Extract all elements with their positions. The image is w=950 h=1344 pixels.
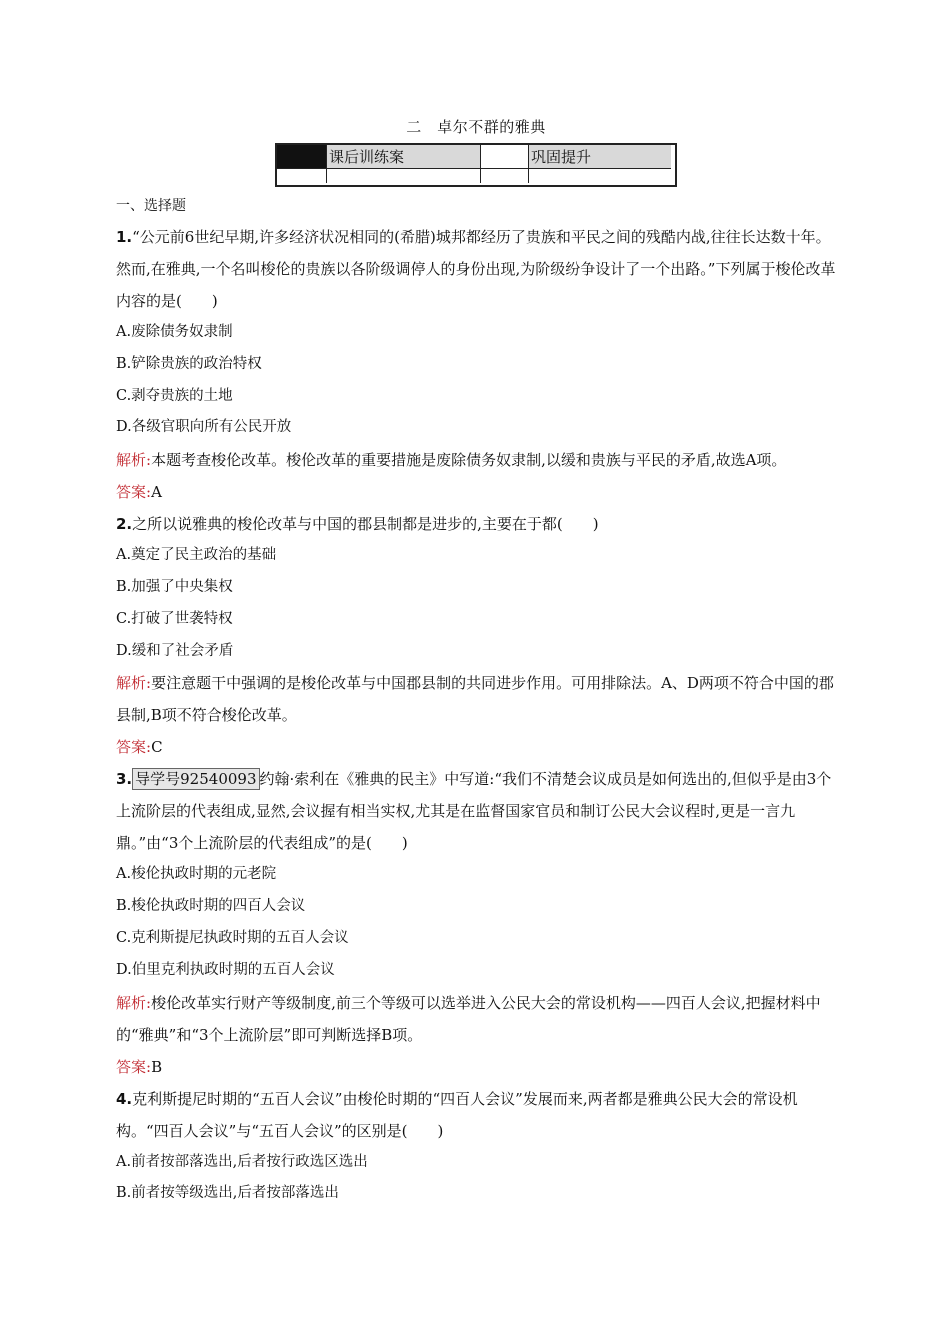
analysis-label: 解析: [116, 993, 152, 1012]
option: A.奠定了民主政治的基础 [116, 547, 277, 564]
option: D.伯里克利执政时期的五百人会议 [116, 961, 335, 978]
answer: 答案:A [116, 483, 162, 502]
answer-label: 答案: [116, 738, 152, 757]
question-number: 4. [116, 1089, 133, 1108]
banner-blank-cell [481, 145, 529, 169]
question-stem: 4.克利斯提尼时期的“五百人会议”由梭伦时期的“四百人会议”发展而来,两者都是雅典公民大会的常设机构。“四百人会议”与“五百人会议”的区别是( ) [116, 1089, 798, 1140]
question-number: 2. [116, 515, 133, 534]
section-heading: 一、选择题 [116, 198, 186, 214]
option: B.铲除贵族的政治特权 [116, 355, 262, 372]
banner-right-label: 巩固提升 [529, 145, 671, 169]
option: C.打破了世袭特权 [116, 610, 233, 627]
question-number: 3. [116, 770, 133, 789]
banner-dark-cell [277, 145, 327, 169]
answer: 答案:B [116, 1057, 163, 1076]
option: D.各级官职向所有公民开放 [116, 419, 292, 436]
analysis: 解析:本题考查梭伦改革。梭伦改革的重要措施是废除债务奴隶制,以缓和贵族与平民的矛盾,故选A项。 [116, 451, 787, 470]
answer-label: 答案: [116, 1057, 152, 1076]
question-1 [116, 221, 836, 508]
option: B.加强了中央集权 [116, 578, 233, 595]
question-stem: 1.“公元前6世纪早期,许多经济状况相同的(希腊)城邦都经历了贵族和平民之间的残酷内战,往往长达数十年。然而,在雅典,一个名叫梭伦的贵族以各阶级调停人的身份出现,为阶级纷争设计了一个出路。”下列属于梭伦改革内容的是( ) [116, 228, 836, 310]
page-title: 二 卓尔不群的雅典 [406, 118, 546, 136]
question-3 [116, 763, 836, 1082]
analysis-label: 解析: [116, 451, 152, 470]
question-2 [116, 508, 836, 763]
section-banner [275, 143, 677, 187]
answer-label: 答案: [116, 483, 152, 502]
document-page [116, 112, 836, 1210]
option: D.缓和了社会矛盾 [116, 642, 234, 659]
analysis-label: 解析: [116, 674, 152, 693]
option: B.前者按等级选出,后者按部落选出 [116, 1185, 339, 1202]
option: A.前者按部落选出,后者按行政选区选出 [116, 1153, 368, 1170]
option: A.废除债务奴隶制 [116, 324, 233, 340]
question-4 [116, 1083, 836, 1211]
option: C.克利斯提尼执政时期的五百人会议 [116, 929, 349, 946]
guide-number-tag[interactable]: 导学号92540093 [132, 768, 259, 790]
analysis: 解析:要注意题干中强调的是梭伦改革与中国郡县制的共同进步作用。可用排除法。A、D两项不符合中国的郡县制,B项不符合梭伦改革。 [116, 674, 834, 725]
option: C.剥夺贵族的土地 [116, 387, 233, 404]
option: A.梭伦执政时期的元老院 [116, 866, 277, 883]
question-stem: 2.之所以说雅典的梭伦改革与中国的郡县制都是进步的,主要在于都( ) [116, 515, 599, 534]
answer: 答案:C [116, 738, 163, 757]
analysis: 解析:梭伦改革实行财产等级制度,前三个等级可以选举进入公民大会的常设机构——四百人会议,把握材料中的“雅典”和“3个上流阶层”即可判断选择B项。 [116, 993, 821, 1044]
question-stem: 3. 导学号92540093 约翰·索利在《雅典的民主》中写道:“我们不清楚会议成员是如何选出的,但似乎是由3个上流阶层的代表组成,显然,会议握有相当实权,尤其是在监督国家官员和制订公民大会议程时,更是一言九鼎。”由“3个上流阶层的代表组成”的是( ) [116, 770, 832, 853]
banner-left-label: 课后训练案 [327, 145, 481, 169]
option: B.梭伦执政时期的四百人会议 [116, 898, 306, 915]
question-number: 1. [116, 228, 133, 246]
